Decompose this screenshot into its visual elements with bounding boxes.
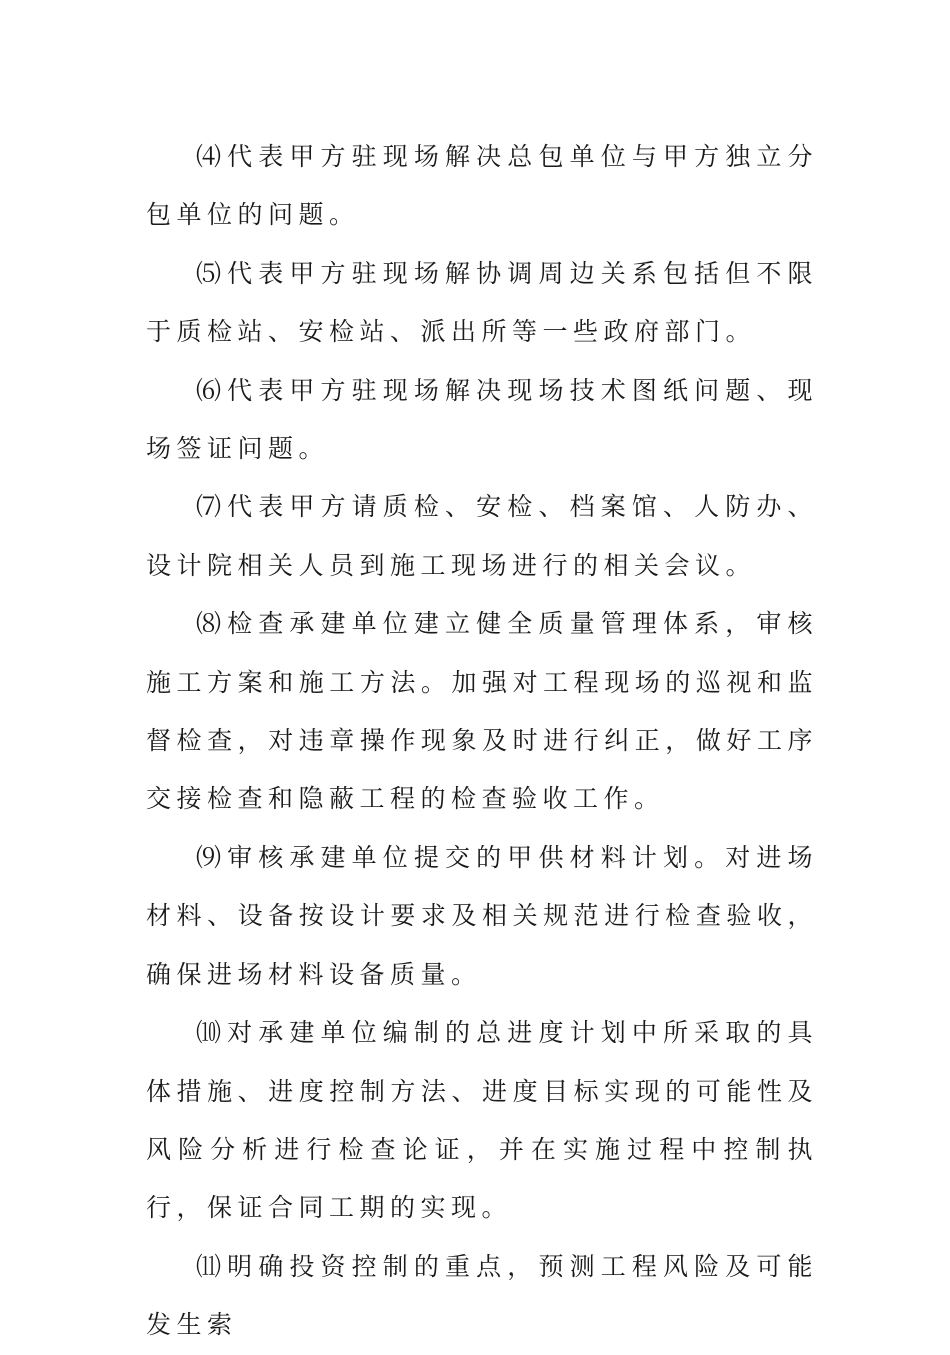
paragraph-item-7: ⑺代表甲方请质检、安检、档案馆、人防办、设计院相关人员到施工现场进行的相关会议。 [146, 492, 818, 580]
paragraph-item-5: ⑸代表甲方驻现场解协调周边关系包括但不限于质检站、安检站、派出所等一些政府部门。 [146, 258, 818, 347]
paragraph-item-10: ⑽对承建单位编制的总进度计划中所采取的具体措施、进度控制方法、进度目标实现的可能性及风险分析进行检查论证，并在实施过程中控制执行，保证合同工期的实现。 [146, 1018, 818, 1223]
paragraph-item-9: ⑼审核承建单位提交的甲供材料计划。对进场材料、设备按设计要求及相关规范进行检查验收，确保进场材料设备质量。 [146, 842, 818, 989]
paragraph-item-4: ⑷代表甲方驻现场解决总包单位与甲方独立分包单位的问题。 [146, 142, 818, 230]
paragraph-item-8: ⑻检查承建单位建立健全质量管理体系，审核施工方案和施工方法。加强对工程现场的巡视和监督检查，对违章操作现象及时进行纠正，做好工序交接检查和隐蔽工程的检查验收工作。 [146, 609, 818, 814]
paragraph-item-11: ⑾明确投资控制的重点，预测工程风险及可能发生索 [146, 1251, 818, 1340]
document-body [146, 128, 818, 1355]
paragraph-item-6: ⑹代表甲方驻现场解决现场技术图纸问题、现场签证问题。 [146, 375, 818, 464]
